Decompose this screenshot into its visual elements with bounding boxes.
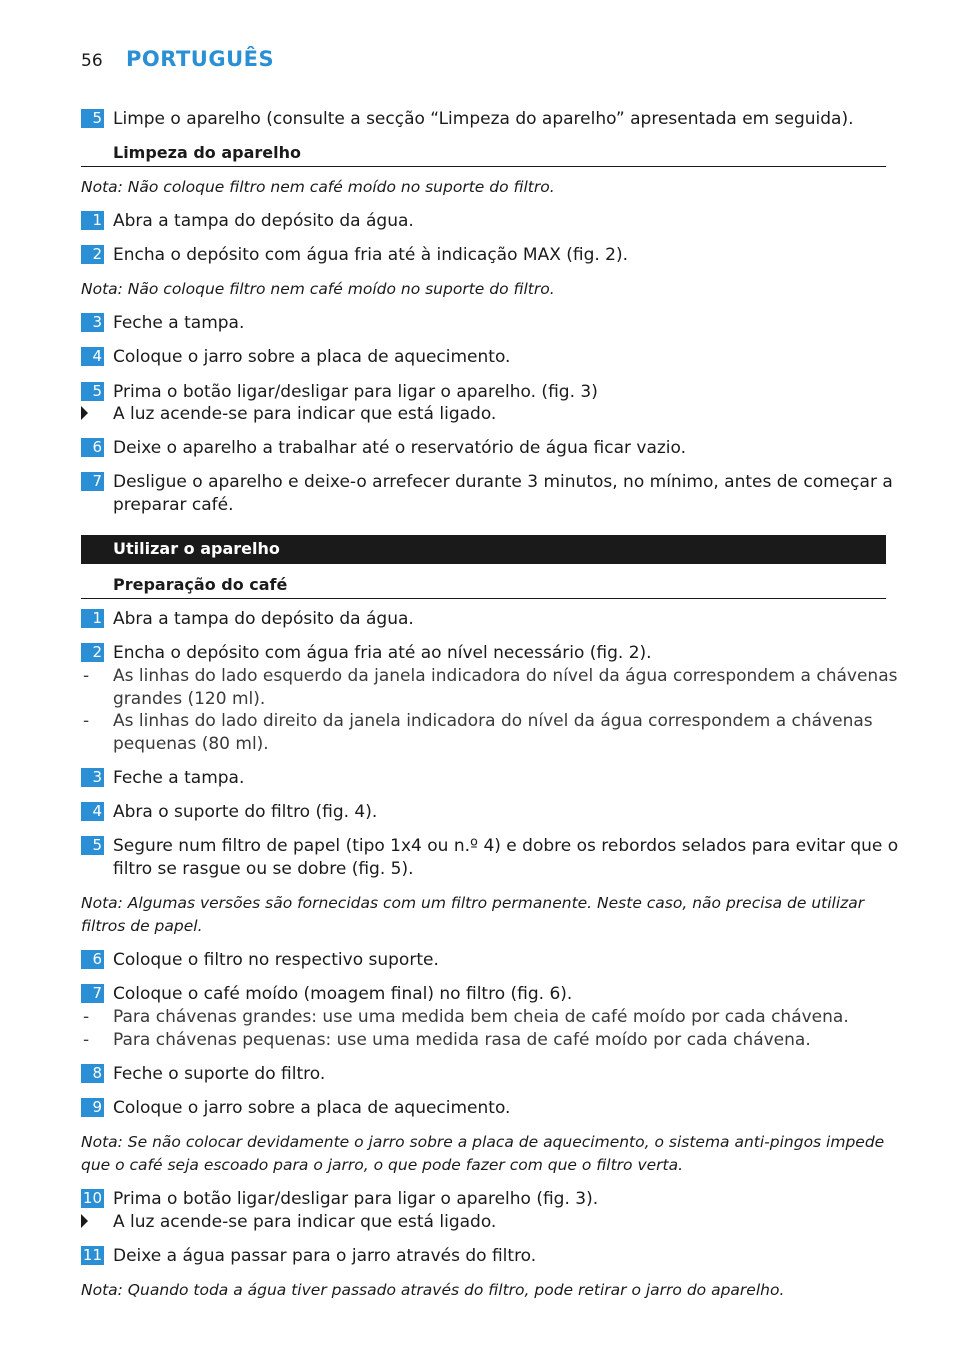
step-text: Feche a tampa. [113, 768, 245, 788]
subsection-heading-cleaning: Limpeza do aparelho [113, 143, 302, 162]
step-number: 8 [81, 1064, 104, 1083]
step-text: Limpe o aparelho (consulte a secção “Limpeza do aparelho” apresentada em seguida). [113, 109, 854, 129]
step-text: Segure num filtro de papel (tipo 1x4 ou n.º 4) e dobre os rebordos selados para evitar que o [113, 836, 899, 856]
note: Nota: Algumas versões são fornecidas com um filtro permanente. Neste caso, não precisa de utilizar [81, 894, 865, 912]
step-text: Abra o suporte do filtro (fig. 4). [113, 802, 378, 822]
bullet-text-continued: pequenas (80 ml). [113, 734, 269, 754]
bullet-dash: - [83, 1030, 90, 1050]
language-title: PORTUGUÊS [126, 47, 275, 71]
step-number: 3 [81, 768, 104, 787]
step-text: Deixe o aparelho a trabalhar até o reservatório de água ficar vazio. [113, 438, 687, 458]
section-title: Utilizar o aparelho [113, 539, 280, 558]
heading-rule [81, 598, 886, 599]
section-title-bar [81, 535, 886, 564]
note-continued: filtros de papel. [81, 917, 203, 935]
step-text: Encha o depósito com água fria até à indicação MAX (fig. 2). [113, 245, 629, 265]
step-number: 5 [81, 836, 104, 855]
note: Nota: Se não colocar devidamente o jarro sobre a placa de aquecimento, o sistema anti-pingos impede [81, 1133, 885, 1151]
step-number: 10 [82, 1189, 102, 1207]
note: Nota: Não coloque filtro nem café moído no suporte do filtro. [81, 280, 555, 298]
bullet-text: As linhas do lado esquerdo da janela indicadora do nível da água correspondem a chávenas [113, 666, 898, 686]
result-text: A luz acende-se para indicar que está ligado. [113, 1212, 497, 1232]
step-text: Coloque o jarro sobre a placa de aquecimento. [113, 347, 511, 367]
note-continued: que o café seja escoado para o jarro, o que pode fazer com que o filtro verta. [81, 1156, 684, 1174]
subsection-heading-coffee: Preparação do café [113, 575, 288, 594]
step-number: 4 [81, 802, 104, 821]
result-text: A luz acende-se para indicar que está ligado. [113, 404, 497, 424]
bullet-dash: - [83, 1007, 90, 1027]
step-text: Feche o suporte do filtro. [113, 1064, 326, 1084]
step-number: 2 [81, 245, 104, 264]
bullet-dash: - [83, 666, 90, 686]
step-text-continued: preparar café. [113, 495, 234, 515]
step-text-continued: filtro se rasgue ou se dobre (fig. 5). [113, 859, 414, 879]
step-text: Deixe a água passar para o jarro através do filtro. [113, 1246, 537, 1266]
bullet-text: Para chávenas grandes: use uma medida bem cheia de café moído por cada chávena. [113, 1007, 849, 1027]
step-number: 11 [82, 1246, 102, 1264]
step-number: 7 [81, 984, 104, 1003]
result-arrow-icon [81, 406, 88, 420]
step-number: 3 [81, 313, 104, 332]
bullet-text: As linhas do lado direito da janela indicadora do nível da água correspondem a chávenas [113, 711, 873, 731]
bullet-dash: - [83, 711, 90, 731]
step-text: Coloque o filtro no respectivo suporte. [113, 950, 439, 970]
step-number: 7 [81, 472, 104, 491]
step-number: 9 [81, 1098, 104, 1117]
step-number: 6 [81, 950, 104, 969]
step-text: Abra a tampa do depósito da água. [113, 211, 414, 231]
step-number: 5 [81, 109, 104, 128]
step-text: Abra a tampa do depósito da água. [113, 609, 414, 629]
note: Nota: Quando toda a água tiver passado através do filtro, pode retirar o jarro do aparelho. [81, 1281, 785, 1299]
note: Nota: Não coloque filtro nem café moído no suporte do filtro. [81, 178, 555, 196]
page-number: 56 [81, 51, 103, 71]
step-number: 2 [81, 643, 104, 662]
bullet-text: Para chávenas pequenas: use uma medida rasa de café moído por cada chávena. [113, 1030, 811, 1050]
heading-rule [81, 166, 886, 167]
step-text: Desligue o aparelho e deixe-o arrefecer durante 3 minutos, no mínimo, antes de começar a [113, 472, 893, 492]
step-text: Prima o botão ligar/desligar para ligar o aparelho (fig. 3). [113, 1189, 599, 1209]
bullet-text-continued: grandes (120 ml). [113, 689, 266, 709]
step-text: Encha o depósito com água fria até ao nível necessário (fig. 2). [113, 643, 652, 663]
step-number: 1 [81, 609, 104, 628]
step-number: 6 [81, 438, 104, 457]
step-number: 5 [81, 382, 104, 401]
step-text: Coloque o jarro sobre a placa de aquecimento. [113, 1098, 511, 1118]
step-number: 4 [81, 347, 104, 366]
result-arrow-icon [81, 1214, 88, 1228]
step-text: Prima o botão ligar/desligar para ligar o aparelho. (fig. 3) [113, 382, 598, 402]
step-text: Coloque o café moído (moagem final) no filtro (fig. 6). [113, 984, 573, 1004]
step-number: 1 [81, 211, 104, 230]
step-text: Feche a tampa. [113, 313, 245, 333]
